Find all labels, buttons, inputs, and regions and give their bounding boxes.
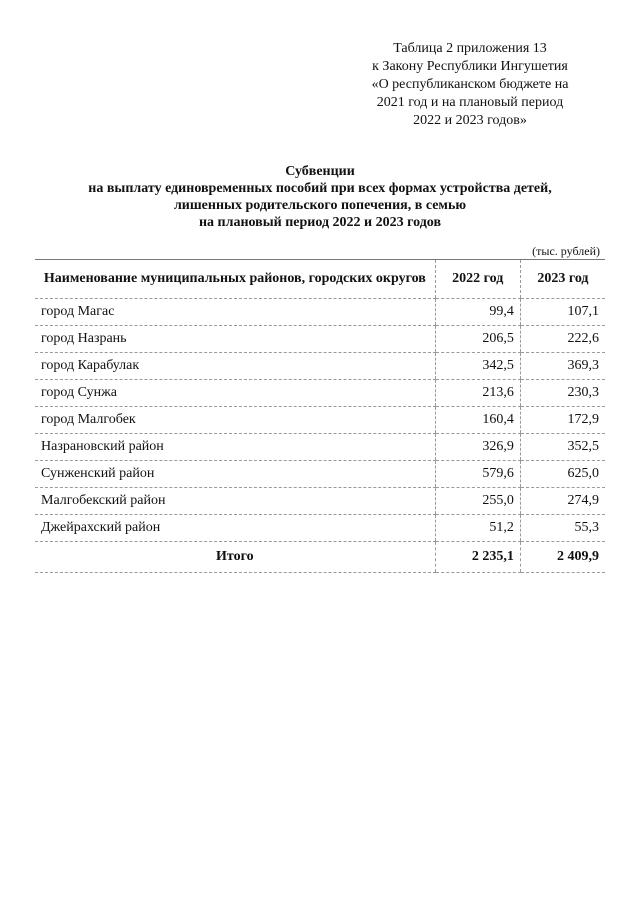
appendix-line: 2021 год и на плановый период [376, 95, 564, 110]
table-row [35, 299, 605, 326]
row-2022: 326,9 [435, 434, 520, 461]
appendix-reference [350, 40, 590, 130]
row-name: город Карабулак [35, 353, 435, 380]
row-2022: 579,6 [435, 461, 520, 488]
row-name: город Малгобек [35, 407, 435, 434]
table-row [35, 353, 605, 380]
row-2022: 99,4 [435, 299, 520, 326]
header-2023: 2023 год [520, 260, 605, 299]
row-2023: 625,0 [520, 461, 605, 488]
row-2023: 55,3 [520, 515, 605, 542]
total-2023: 2 409,9 [520, 542, 605, 573]
row-name: Назрановский район [35, 434, 435, 461]
title-line: Субвенции [285, 164, 355, 179]
row-2022: 255,0 [435, 488, 520, 515]
total-2022: 2 235,1 [435, 542, 520, 573]
title-line: на выплату единовременных пособий при всех формах устройства детей, [88, 181, 552, 196]
title-line: лишенных родительского попечения, в семью [173, 198, 467, 213]
row-2023: 230,3 [520, 380, 605, 407]
table-row [35, 380, 605, 407]
table-header-row [35, 260, 605, 299]
row-2023: 352,5 [520, 434, 605, 461]
units-label: (тыс. рублей) [532, 244, 600, 258]
table-row [35, 407, 605, 434]
row-2023: 369,3 [520, 353, 605, 380]
row-name: Джейрахский район [35, 515, 435, 542]
row-2022: 51,2 [435, 515, 520, 542]
appendix-line: к Закону Республики Ингушетия [372, 59, 568, 74]
table-row [35, 326, 605, 353]
row-2022: 213,6 [435, 380, 520, 407]
table-row [35, 434, 605, 461]
table-row [35, 515, 605, 542]
row-name: Малгобекский район [35, 488, 435, 515]
row-name: город Назрань [35, 326, 435, 353]
title-line: на плановый период 2022 и 2023 годов [198, 215, 442, 230]
total-row [35, 542, 605, 573]
row-name: город Сунжа [35, 380, 435, 407]
total-label: Итого [35, 542, 435, 573]
appendix-line: 2022 и 2023 годов» [413, 113, 527, 128]
row-2022: 342,5 [435, 353, 520, 380]
table-row [35, 488, 605, 515]
document-title [20, 163, 620, 231]
row-2023: 172,9 [520, 407, 605, 434]
row-name: город Магас [35, 299, 435, 326]
subvention-table [35, 259, 605, 573]
header-name: Наименование муниципальных районов, городских округов [35, 260, 435, 299]
row-2023: 274,9 [520, 488, 605, 515]
row-2023: 222,6 [520, 326, 605, 353]
row-2022: 206,5 [435, 326, 520, 353]
row-2023: 107,1 [520, 299, 605, 326]
row-name: Сунженский район [35, 461, 435, 488]
table-row [35, 461, 605, 488]
appendix-line: Таблица 2 приложения 13 [393, 41, 547, 56]
row-2022: 160,4 [435, 407, 520, 434]
appendix-line: «О республиканском бюджете на [371, 77, 569, 92]
header-2022: 2022 год [435, 260, 520, 299]
